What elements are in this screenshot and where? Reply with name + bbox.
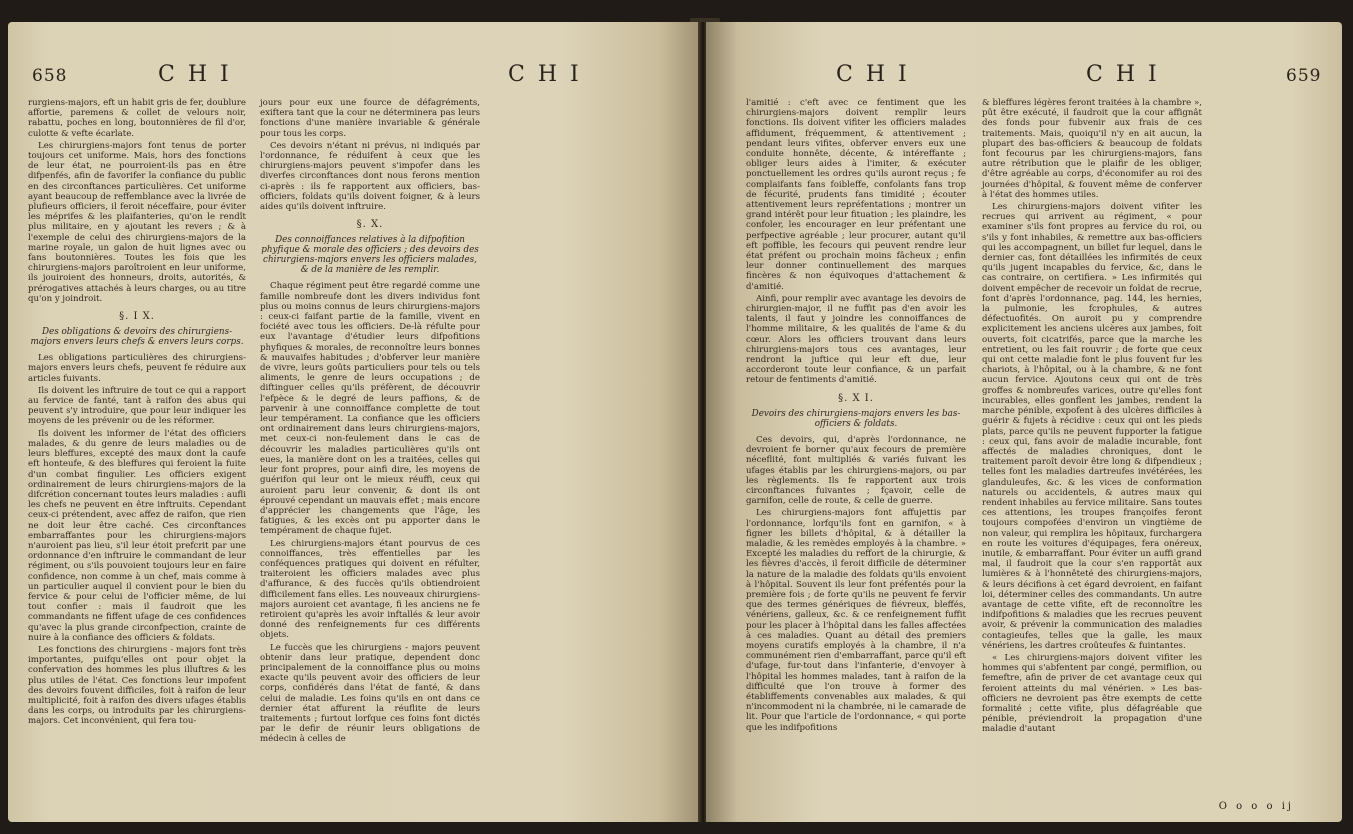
paragraph: jours pour eux une fource de défagréments, exiftera tant que la cour ne déterminera pas leurs fonctions d'une manière invariable & générale pour tous les corps. (260, 98, 480, 139)
running-head: C H I (158, 62, 232, 87)
section-title: Des obligations & devoirs des chirurgiens-majors envers leurs chefs & envers leurs corps. (30, 327, 244, 348)
section-number: §. X. (356, 219, 384, 231)
paragraph: Ces devoirs n'étant ni prévus, ni indiqués par l'ordonnance, fe réduifent à ceux que les chirurgiens-majors peuvent s'impofer dans les diverfes circonftances dont nous ferons mention ci-après : ils fe rapportent aux officiers, bas-officiers, foldats qu'ils doivent foigner, & à leurs aides qu'ils doivent inftruire. (260, 140, 480, 213)
right-page (706, 22, 1342, 822)
paragraph: Les obligations particulières des chirurgiens-majors envers leurs chefs, peuvent fe réduire aux articles fuivants. (28, 353, 246, 384)
paragraph: Le fuccès que les chirurgiens - majors peuvent obtenir dans leur pratique, dependent donc principalement de la connoiffance plus ou moins exacte qu'ils peuvent avoir des officiers de leur corps, confidérés dans l'état de fanté, & dans celui de maladie. Les foins qu'ils en ont dans ce dernier état affurent la réuflite de leurs traitements ; furtout lorfque ces foins font dictés par le defir de réunir leurs obligations de médecin à celles de (260, 642, 480, 745)
paragraph: Les chirurgiens-majors doivent vifiter les recrues qui arrivent au régiment, « pour examiner s'ils font propres au fervice du roi, ou s'ils y font inhabiles, & remettre aux bas-officiers qui les accompagnent, un billet fur lequel, dans le dernier cas, font détaillées les infirmités de ceux qu'ils jugent incapables du fervice, &c, dans le cas contraire, on certifiera. » Les infirmités qui doivent empêcher de recevoir un foldat de recrue, font d'après l'ordonnance, pag. 144, les hernies, la pulmonie, les fcrophules, & autres défectuofités. On auroit pu y comprendre explicitement les anciens ulcères aux jambes, foit ouverts, foit cicatrifés, parce que la marche les entretient, ou les fait rouvrir ; de forte que ceux qui ont cette maladie font le plus fouvent fur les chariots, à l'hôpital, ou à la chambre, & ne font aucun fervice. Ajoutons ceux qui ont de très groffes & nombreufes varices, outre qu'elles font incurables, elles gonflent les jambes, rendent la marche pénible, expofent à des ulcères difficiles à guérir & fujets à récidive : ceux qui ont les pieds plats, parce qu'ils ne peuvent fupporter la fatigue : ceux qui, fans avoir de maladie incurable, font affectés de maladies chroniques, dont le traitement paroît devoir être long & difpendieux ; telles font les maladies dartreufes invétérées, les glanduleufes, &c. & les vices de conformation naturels ou accidentels, & autres maux qui rendent inhabiles au fervice militaire. Sans toutes ces attentions, les troupes françoifes feront toujours compofées d'environ un vingtième de non valeur, qui remplira les hôpitaux, furchargera en route les voitures d'équipages, fera onéreux, inutile, & embarraffant. Pour éviter un auffi grand mal, il faudroit que la cour s'en rapportât aux lumières & à l'honnêteté des chirurgiens-majors, & leurs décifions à cet égard devroient, en faifant loi, déterminer celles des commandants. Un autre avantage de cette vifite, eft de reconnoître les indifpofitions & maladies que les recrues peuvent avoir, & prévenir la communication des maladies contagieufes, telles que la galle, les maux vénériens, les dartres croûteufes & fuintantes. (982, 202, 1202, 651)
section-number: §. X I. (838, 392, 874, 404)
paragraph: Les fonctions des chirurgiens - majors font très importantes, puifqu'elles ont pour objet la confervation des hommes les plus illuftres & les plus utiles de l'état. Ces fonctions leur impofent des devoirs fouvent difficiles, foit à raifon de leur multiplicité, foit à raifon des divers ufages établis dans les corps, ou introduits par les chirurgiens-majors. Cet inconvénient, qui fera tou- (28, 644, 246, 727)
section-title: Des connoiffances relatives à la difpofition phyfique & morale des officiers ; des devoirs des chirurgiens-majors envers les officiers malades, & de la manière de les remplir. (261, 235, 479, 276)
paragraph: Les chirurgiens-majors étant pourvus de ces connoiffances, très effentielles par les conféquences pratiques qui doivent en réfulter, traiteroient les officiers malades avec plus d'affurance, & des fuccès qu'ils obtiendroient difficilement fans elles. Les nouveaux chirurgiens-majors auroient cet avantage, fi les anciens ne fe retiroient qu'après les avoir inftallés & leur avoir donné des renfeignements fur ces différents objets. (260, 538, 480, 641)
page-number: 659 (1286, 66, 1322, 86)
running-head: C H I (836, 62, 910, 87)
running-head: C H I (1086, 62, 1160, 87)
left-page (8, 22, 700, 822)
paragraph: rurgiens-majors, eft un habit gris de fer, doublure affortie, paremens & collet de velours noir, rabattu, poches en long, boutonnières de fil d'or, culotte & vefte écarlate. (28, 98, 246, 139)
paragraph: Ainfi, pour remplir avec avantage les devoirs de chirurgien-major, il ne fuffit pas d'en avoir les talents, il faut y joindre les connoiffances de l'homme militaire, & les qualités de l'ame & du cœur. Alors les officiers trouvant dans leurs chirurgiens-majors tous ces avantages, leur rendront la juftice qui leur eft due, leur accorderont toute leur confiance, & un parfait retour de fentiments d'amitié. (746, 293, 966, 386)
paragraph: & bleffures légères feront traitées à la chambre », pût être exécuté, il faudroit que la cour affignât des fonds pour fubvenir aux frais de ces traitements. Mais, quoiqu'il n'y en ait aucun, la plupart des bas-officiers & beaucoup de foldats font fecourus par les chirurgiens-majors, fans autre rétribution que le plaifir de les obliger, d'être agréable au corps, d'économifer au roi des journées d'hôpital, & fouvent même de conferver à l'état des hommes utiles. (982, 98, 1202, 200)
paragraph: Les chirurgiens-majors font affujettis par l'ordonnance, lorfqu'ils font en garnifon, « à figner les billets d'hôpital, & à détailler la maladie, & les remèdes employés à la chambre. » Excepté les maladies du reffort de la chirurgie, & les fièvres d'accès, il feroit difficile de déterminer la nature de la maladie des foldats qu'ils envoient à l'hôpital. Souvent ils leur font préfentés pour la première fois ; de forte qu'ils ne peuvent fe fervir que des termes génériques de fiévreux, bleffés, vénériens, galleux, &c. & ce renfeignement fuffit pour les placer à l'hôpital dans les falles affectées à ces maladies. Quant au détail des premiers moyens curatifs employés à la chambre, il n'a communément rien d'embarraffant, parce qu'il eft d'ufage, fur-tout dans l'infanterie, d'envoyer à l'hôpital les hommes malades, tant à raifon de la difficulté que l'on trouve à former des établiffements convenables aux malades, & qui n'incommodent ni la chambrée, ni le camarade de lit. Pour que l'article de l'ordonnance, « qui porte que les indifpofitions (746, 508, 966, 733)
text-column (746, 98, 966, 735)
signature-mark: O o o o ij (1218, 801, 1294, 812)
paragraph: Ces devoirs, qui, d'après l'ordonnance, ne devroient fe borner qu'aux fecours de première néceflité, font multipliés & variés fuivant les ufages établis par les chirurgiens-majors, ou par les règlements. Ils fe rapportent aux trois circonftances fuivantes ; fçavoir, celle de garnifon, celle de route, & celle de guerre. (746, 434, 966, 507)
section-title: Devoirs des chirurgiens-majors envers les bas-officiers & foldats. (751, 408, 961, 429)
paragraph: Ils doivent les inftruire de tout ce qui a rapport au fervice de fanté, tant à raifon des abus qui peuvent s'y introduire, que pour leur indiquer les moyens de les prévenir ou de les réformer. (28, 385, 246, 427)
text-column (260, 98, 480, 747)
running-head: C H I (508, 62, 582, 87)
text-column (982, 98, 1202, 737)
text-column (28, 98, 246, 729)
page-number: 658 (32, 66, 68, 86)
paragraph: « Les chirurgiens-majors doivent vifiter les hommes qui s'abfentent par congé, permiflion, ou femeftre, afin de priver de cet avantage ceux qui feroient atteints du mal vénérien. » Les bas-officiers ne devroient pas être exempts de cette formalité ; cette vifite, plus défagréable que pénible, préviendroit la propagation d'une maladie d'autant (982, 652, 1202, 735)
paragraph: l'amitié : c'eft avec ce fentiment que les chirurgiens-majors doivent remplir leurs fonctions. Ils doivent vifiter les officiers malades affidument, fréquemment, & attentivement ; pendant leurs vifites, obferver envers eux une conduite honnête, décente, & intéreffante ; obliger leurs aides à l'imiter, & exécuter ponctuellement les ordres qu'ils auront reçus ; fe complaifants fans foibleffe, confolants fans trop de fécurité, prudents fans timidité ; écouter attentivement leurs repréfentations ; montrer un grand intérêt pour leur fituation ; les plaindre, les confoler, les encourager en leur préfentant une perfpective agréable ; leur procurer, autant qu'il eft poffible, les fecours qui peuvent rendre leur état préfent ou prochain moins fâcheux ; enfin leur donner continuellement des marques fincères & non équivoques d'attachement & d'amitié. (746, 98, 966, 292)
paragraph: Chaque régiment peut être regardé comme une famille nombreufe dont les divers individus font plus ou moins connus de leurs chirurgiens-majors : ceux-ci faifant partie de la famille, vivent en fociété avec tous les officiers. De-là réfulte pour eux l'avantage d'étudier leurs difpofitions phyfiques & morales, de reconnoître leurs bonnes & mauvaifes habitudes ; d'obferver leur manière de vivre, leurs goûts particuliers pour tels ou tels aliments, le genre de leurs occupations ; de diftinguer celles qu'ils préfèrent, de découvrir l'efpèce & le degré de leurs paffions, & de parvenir à une connoiffance complette de tout leur tempérament. La confiance que les officiers ont ordinairement dans leurs chirurgiens-majors, met ceux-ci non-feulement dans le cas de découvrir les maladies particulières qu'ils ont eues, la manière dont on les a traitées, celles qui leur font propres, pour ainfi dire, les moyens de guérifon qui leur ont le mieux réuffi, ceux qui auroient paru leur convenir, & dont ils ont éprouvé cependant un mauvais effet ; mais encore d'apprécier les changements que l'âge, les fatigues, & les excès ont pu apporter dans le tempérament de chaque fujet. (260, 281, 480, 537)
section-number: §. I X. (119, 311, 155, 323)
paragraph: Ils doivent les informer de l'état des officiers malades, & du genre de leurs maladies ou de leurs bleffures, excepté des maux dont la caufe eft honteufe, & des bleffures qui feroient la fuite d'un combat fingulier. Les officiers exigent ordinairement de leurs chirurgiens-majors de la difcrétion concernant toutes leurs maladies : aufli les chefs ne peuvent en être inftruits. Cependant ceux-ci prétendent, avec affez de raifon, que rien ne doit leur être caché. Ces circonftances embarraffantes pour les chirurgiens-majors n'auroient pas lieu, s'il leur étoit prefcrit par une ordonnance d'en inftruire le commandant de leur régiment, ou s'ils pouvoient toujours leur en faire confidence, non comme à un chef, mais comme à un particulier auquel il convient pour le bien du fervice & pour celui de l'officier même, de lui tout confier : mais il faudroit que les commandants ne fiffent ufage de ces confidences qu'avec la plus grande circonfpection, crainte de nuire à la confiance des officiers & foldats. (28, 428, 246, 643)
paragraph: Les chirurgiens-majors font tenus de porter toujours cet uniforme. Mais, hors des fonctions de leur état, ne pourroient-ils pas en être difpenfés, afin de favorifer la confiance du public en des circonftances particulières. Cet uniforme ayant beaucoup de reffemblance avec la livrée de plufieurs officiers, il feroit néceffaire, pour éviter les méprifes & les plaifanteries, qu'on le rendît plus militaire, en y ajoutant les revers ; & à l'exemple de celui des chirurgiens-majors de la marine royale, un galon de huit lignes avec ou fans boutonnières. Toutes les fois que les chirurgiens-majors paroîtroient en leur uniforme, ils jouiroient des honneurs, droits, autorités, & prérogatives attachés à leurs charges, ou au titre qu'on y joindroit. (28, 140, 246, 304)
